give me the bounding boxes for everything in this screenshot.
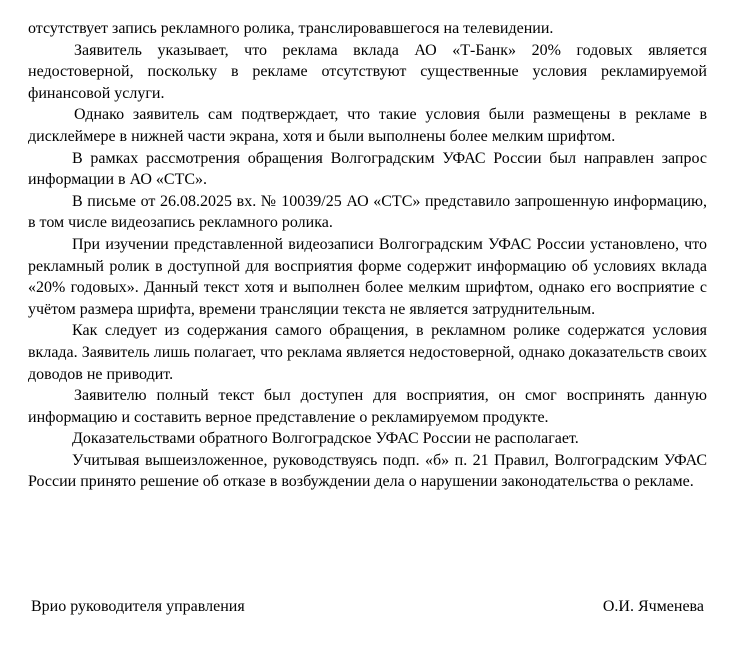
paragraph-continuation: отсутствует запись рекламного ролика, транслировавшегося на телевидении. bbox=[28, 20, 554, 37]
paragraph-appeal-content: Как следует из содержания самого обращения, в рекламном ролике содержатся условия вклада. Заявитель лишь полагает, что реклама является недостоверной, однако доказательств своих доводов не приводит. bbox=[28, 322, 707, 383]
signatory-name: О.И. Ячменева bbox=[602, 598, 704, 615]
paragraph-applicant-claim: Заявитель указывает, что реклама вклада АО «Т-Банк» 20% годовых является недостоверной, поскольку в рекламе отсутствуют существенные условия рекламируемой финансовой услуги. bbox=[28, 41, 707, 102]
paragraph-no-evidence: Доказательствами обратного Волгоградское УФАС России не располагает. bbox=[72, 430, 579, 448]
paragraph-request: В рамках рассмотрения обращения Волгоградским УФАС России был направлен запрос информации в АО «СТС». bbox=[28, 149, 707, 189]
paragraph-video-review: При изучении представленной видеозаписи Волгоградским УФАС России установлено, что рекламный ролик в доступной для восприятия форме содержит информацию об условиях вклада «20% годовых». Данный текст хотя и выполнен более мелким шрифтом, однако его восприятие с учётом размера шрифта, времени трансляции текста не является затруднительным. bbox=[28, 235, 707, 318]
paragraph-text-available: Заявителю полный текст был доступен для восприятия, он смог воспринять данную информацию и составить верное представление о рекламируемом продукте. bbox=[28, 387, 707, 426]
paragraph-disclaimer: Однако заявитель сам подтверждает, что такие условия были размещены в рекламе в дисклеймере в нижней части экрана, хотя и были выполнены более мелким шрифтом. bbox=[28, 106, 707, 145]
document-body bbox=[28, 18, 707, 493]
paragraph-letter: В письме от 26.08.2025 вх. № 10039/25 АО «СТС» представило запрошенную информацию, в том числе видеозапись рекламного ролика. bbox=[28, 192, 707, 232]
paragraph-decision: Учитывая вышеизложенное, руководствуясь подп. «б» п. 21 Правил, Волгоградским УФАС России принято решение об отказе в возбуждении дела о нарушении законодательства о рекламе. bbox=[28, 451, 707, 491]
signatory-position: Врио руководителя управления bbox=[31, 598, 245, 615]
